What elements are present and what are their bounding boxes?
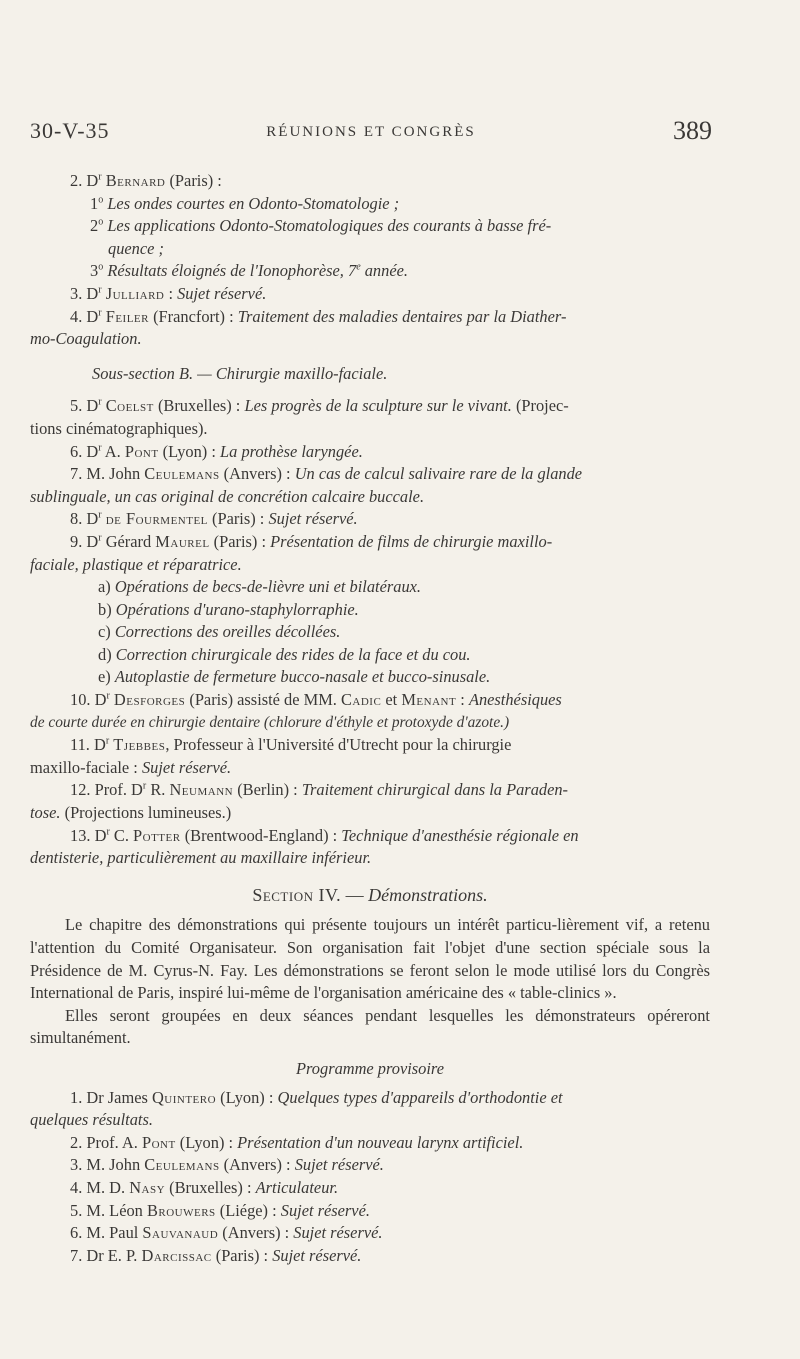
item-number: 6. [70, 441, 83, 461]
list-item [30, 306, 710, 329]
programme-item [30, 1132, 710, 1155]
item-title-continuation: quelques résultats. [30, 1110, 153, 1130]
list-item [30, 825, 710, 848]
item-text: (Paris) : [209, 531, 271, 551]
author-name: Sauvanaud [142, 1223, 219, 1243]
item-text: (Lyon) : [158, 441, 221, 461]
sub-item [30, 644, 710, 667]
dr-title: $D^r$ [94, 825, 110, 845]
sub-prefix: 1$^o$ [90, 193, 104, 213]
author-name: Menant [401, 690, 457, 710]
subsection-title: Chirurgie maxillo-faciale. [215, 363, 388, 383]
item-number: 7. [70, 1245, 83, 1265]
item-title-continuation: sublinguale, un cas original de concrétion calcaire buccale. [30, 486, 425, 506]
item-text: (Brentwood-England) : [180, 825, 342, 845]
item-number: 5. [70, 396, 83, 416]
item-title: Sujet réservé. [141, 757, 232, 777]
sub-item [30, 260, 710, 283]
sub-title: Les applications Odonto-Stomatologiques des courants à basse fré- [107, 216, 552, 236]
author-name: Cadic [340, 690, 382, 710]
item-continuation [30, 757, 710, 780]
item-title: Technique d'anesthésie régionale en [341, 825, 579, 845]
author-name: Coelst [105, 396, 154, 416]
item-title: Sujet réservé. [280, 1200, 370, 1220]
author-name: Feiler [105, 306, 149, 326]
item-text: A. [101, 441, 125, 461]
item-title: Sujet réservé. [272, 1245, 362, 1265]
sub-letter: c) [98, 622, 111, 642]
list-item [30, 283, 710, 306]
running-header [30, 118, 712, 152]
item-number: 4. [70, 1177, 83, 1197]
item-text: (Paris) : [211, 1245, 273, 1265]
body-paragraph: Le chapitre des démonstrations qui présente toujours un intérêt particu-lièrement vif, a retenu l'attention du Comité Organisateur. Son organisation fait l'objet d'une section spéciale sous la Présidence de M. Cyrus-N. Fay. Les démonstrations se feront selon le mode utilisé lors du Congrès International de Paris, inspiré lui-même de l'organisation américaine des « table-clinics ». [30, 915, 710, 1003]
item-text: Dr James [86, 1087, 152, 1107]
author-name: de Fourmentel [105, 509, 208, 529]
sub-item [30, 666, 710, 689]
item-text: (Bruxelles) : [153, 396, 245, 416]
item-text: : [164, 283, 178, 303]
item-number: 6. [70, 1223, 83, 1243]
author-name: Julliard [105, 283, 165, 303]
programme-item [30, 1245, 710, 1268]
item-number: 5. [70, 1200, 83, 1220]
item-number: 3. [70, 283, 83, 303]
item-number: 1. [70, 1087, 83, 1107]
author-name: Ceulemans [144, 464, 220, 484]
author-name: Maurel [155, 531, 210, 551]
dr-title: $D^r$ [86, 171, 102, 190]
item-text: (Berlin) : [233, 780, 302, 800]
page-body [30, 170, 710, 1267]
item-text: (Bruxelles) : [165, 1177, 256, 1197]
item-title: Un cas de calcul salivaire rare de la glande [294, 464, 583, 484]
author-name: Bernard [105, 171, 166, 190]
section-title: Démonstrations. [368, 884, 488, 905]
item-number: 2. [70, 1132, 83, 1152]
item-title-continuation: mo-Coagulation. [30, 329, 142, 349]
item-text: (Anvers) : [218, 1223, 294, 1243]
item-text: R. [146, 780, 170, 800]
sub-item [30, 621, 710, 644]
item-text: M. D. [86, 1177, 130, 1197]
item-number: 12. [70, 780, 91, 800]
item-number: 11. [70, 735, 90, 755]
list-item [30, 531, 710, 554]
sub-item [30, 576, 710, 599]
item-text: M. John [86, 464, 145, 484]
section-label: Section IV. [252, 884, 342, 905]
item-text: (Francfort) : [148, 306, 238, 326]
item-title: Sujet réservé. [293, 1223, 383, 1243]
item-number: 7. [70, 464, 83, 484]
item-title: tose. [30, 803, 61, 823]
author-name: Brouwers [146, 1200, 216, 1220]
item-text: (Anvers) : [219, 464, 295, 484]
item-text: Dr E. P. [86, 1245, 142, 1265]
item-text: (Paris) : [207, 509, 269, 529]
section-dash: — [341, 884, 369, 905]
dr-title: $D^r$ [86, 531, 102, 551]
author-name: Quintero [151, 1087, 217, 1107]
item-title: La prothèse laryngée. [220, 441, 363, 461]
sub-item [30, 193, 710, 216]
item-title: Quelques types d'appareils d'orthodontie et [277, 1087, 563, 1107]
sub-title: Les ondes courtes en Odonto-Stomatologie ; [107, 193, 400, 213]
subsection-heading [30, 363, 710, 386]
item-number: 8. [70, 509, 83, 529]
dr-title: $D^r$ [131, 780, 147, 800]
author-name: Tjebbes [113, 735, 166, 755]
subsection-label: Sous-section B. [92, 363, 194, 383]
item-title: Sujet réservé. [177, 283, 267, 303]
sub-letter: b) [98, 599, 112, 619]
item-text: (Lyon) : [175, 1132, 238, 1152]
item-title: Anesthésiques [468, 690, 562, 710]
sub-title: Autoplastie de fermeture bucco-nasale et bucco-sinusale. [114, 667, 491, 687]
item-title: Sujet réservé. [268, 509, 358, 529]
item-text: maxillo-faciale : [30, 757, 142, 777]
item-title-continuation: faciale, plastique et réparatrice. [30, 554, 242, 574]
item-text: , Professeur à l'Université d'Utrecht pour la chirurgie [165, 735, 512, 755]
programme-item [30, 1222, 710, 1245]
body-paragraph: Elles seront groupées en deux séances pendant lesquelles les démonstrateurs opéreront simultanément. [30, 1005, 710, 1048]
dr-title: $D^r$ [86, 283, 102, 303]
author-name: Pont [124, 441, 159, 461]
sub-title: Correction chirurgicale des rides de la face et du cou. [115, 644, 471, 664]
item-number: 9. [70, 531, 83, 551]
item-number: 13. [70, 825, 91, 845]
list-item [30, 463, 710, 486]
item-number: 4. [70, 306, 83, 326]
sub-title: Corrections des oreilles décollées. [114, 622, 341, 642]
item-title: Les progrès de la sculpture sur le vivant. [244, 396, 512, 416]
item-number: 10. [70, 690, 91, 710]
item-title-continuation: dentisterie, particulièrement au maxillaire inférieur. [30, 848, 372, 868]
sub-letter: d) [98, 644, 112, 664]
author-name: Potter [133, 825, 181, 845]
sub-prefix: 2$^o$ [90, 216, 104, 236]
programme-item [30, 1200, 710, 1223]
section-heading [30, 884, 710, 907]
author-name: Nasy [129, 1177, 166, 1197]
list-item [30, 170, 710, 193]
subsection-dash: — [193, 363, 216, 383]
item-title-continuation: de courte durée en chirurgie dentaire (chlorure d'éthyle et protoxyde d'azote.) [30, 713, 510, 731]
item-text: (Projec- [511, 396, 569, 416]
item-continuation: tions cinématographiques). [30, 418, 208, 438]
item-text: C. [109, 825, 134, 845]
item-text: (Projections lumineuses.) [60, 803, 232, 823]
item-title: Présentation d'un nouveau larynx artificiel. [237, 1132, 524, 1152]
author-name: Darcissac [141, 1245, 212, 1265]
dr-title: $D^r$ [94, 735, 110, 755]
page-number: 389 [673, 116, 712, 145]
list-item [30, 689, 710, 712]
sub-item [30, 215, 710, 238]
item-continuation [30, 802, 710, 825]
list-item [30, 395, 710, 418]
item-number: 3. [70, 1155, 83, 1175]
item-number: 2. [70, 171, 83, 190]
dr-title: $D^r$ [86, 441, 102, 461]
sub-title: Opérations d'urano-staphylorraphie. [115, 599, 359, 619]
programme-item [30, 1177, 710, 1200]
programme-item [30, 1154, 710, 1177]
author-name: Desforges [113, 690, 186, 710]
header-title: RÉUNIONS ET CONGRÈS [266, 124, 476, 140]
author-name: Pont [141, 1132, 176, 1152]
item-title: Présentation de films de chirurgie maxillo- [270, 531, 553, 551]
item-text: (Liége) : [215, 1200, 281, 1220]
dr-title: $D^r$ [86, 306, 102, 326]
list-item [30, 734, 710, 757]
item-title: Traitement des maladies dentaires par la Diather- [237, 306, 567, 326]
programme-item [30, 1087, 710, 1110]
sub-letter: e) [98, 667, 111, 687]
list-item [30, 508, 710, 531]
item-title: Articulateur. [255, 1177, 339, 1197]
author-name: Ceulemans [144, 1155, 220, 1175]
item-text: Prof. [94, 780, 132, 800]
header-date: 30-V-35 [30, 118, 110, 143]
author-name: Neumann [169, 780, 234, 800]
item-text: Gérard [101, 531, 156, 551]
programme-title: Programme provisoire [296, 1058, 444, 1078]
item-text: et [381, 690, 402, 710]
item-text: M. Paul [86, 1223, 143, 1243]
item-text: M. John [86, 1155, 145, 1175]
sub-item [30, 599, 710, 622]
item-text: M. Léon [86, 1200, 147, 1220]
sub-title: Opérations de becs-de-lièvre uni et bilatéraux. [114, 577, 422, 597]
sub-prefix: 3$^o$ [90, 261, 104, 281]
item-title: Sujet réservé. [294, 1155, 384, 1175]
item-text: (Paris) : [165, 171, 222, 190]
item-text: Prof. A. [86, 1132, 142, 1152]
dr-title: $D^r$ [86, 509, 102, 529]
dr-title: $D^r$ [86, 396, 102, 416]
item-title: Traitement chirurgical dans la Paraden- [301, 780, 569, 800]
dr-title: $D^r$ [94, 690, 110, 710]
sub-title: Résultats éloignés de l'Ionophorèse, 7e année. [107, 261, 408, 281]
list-item [30, 779, 710, 802]
item-text: (Lyon) : [216, 1087, 278, 1107]
item-text: (Anvers) : [219, 1155, 295, 1175]
sub-letter: a) [98, 577, 111, 597]
item-text: : [456, 690, 469, 710]
item-text: (Paris) assisté de MM. [185, 690, 341, 710]
sub-item-continuation: quence ; [108, 238, 164, 258]
list-item [30, 441, 710, 464]
